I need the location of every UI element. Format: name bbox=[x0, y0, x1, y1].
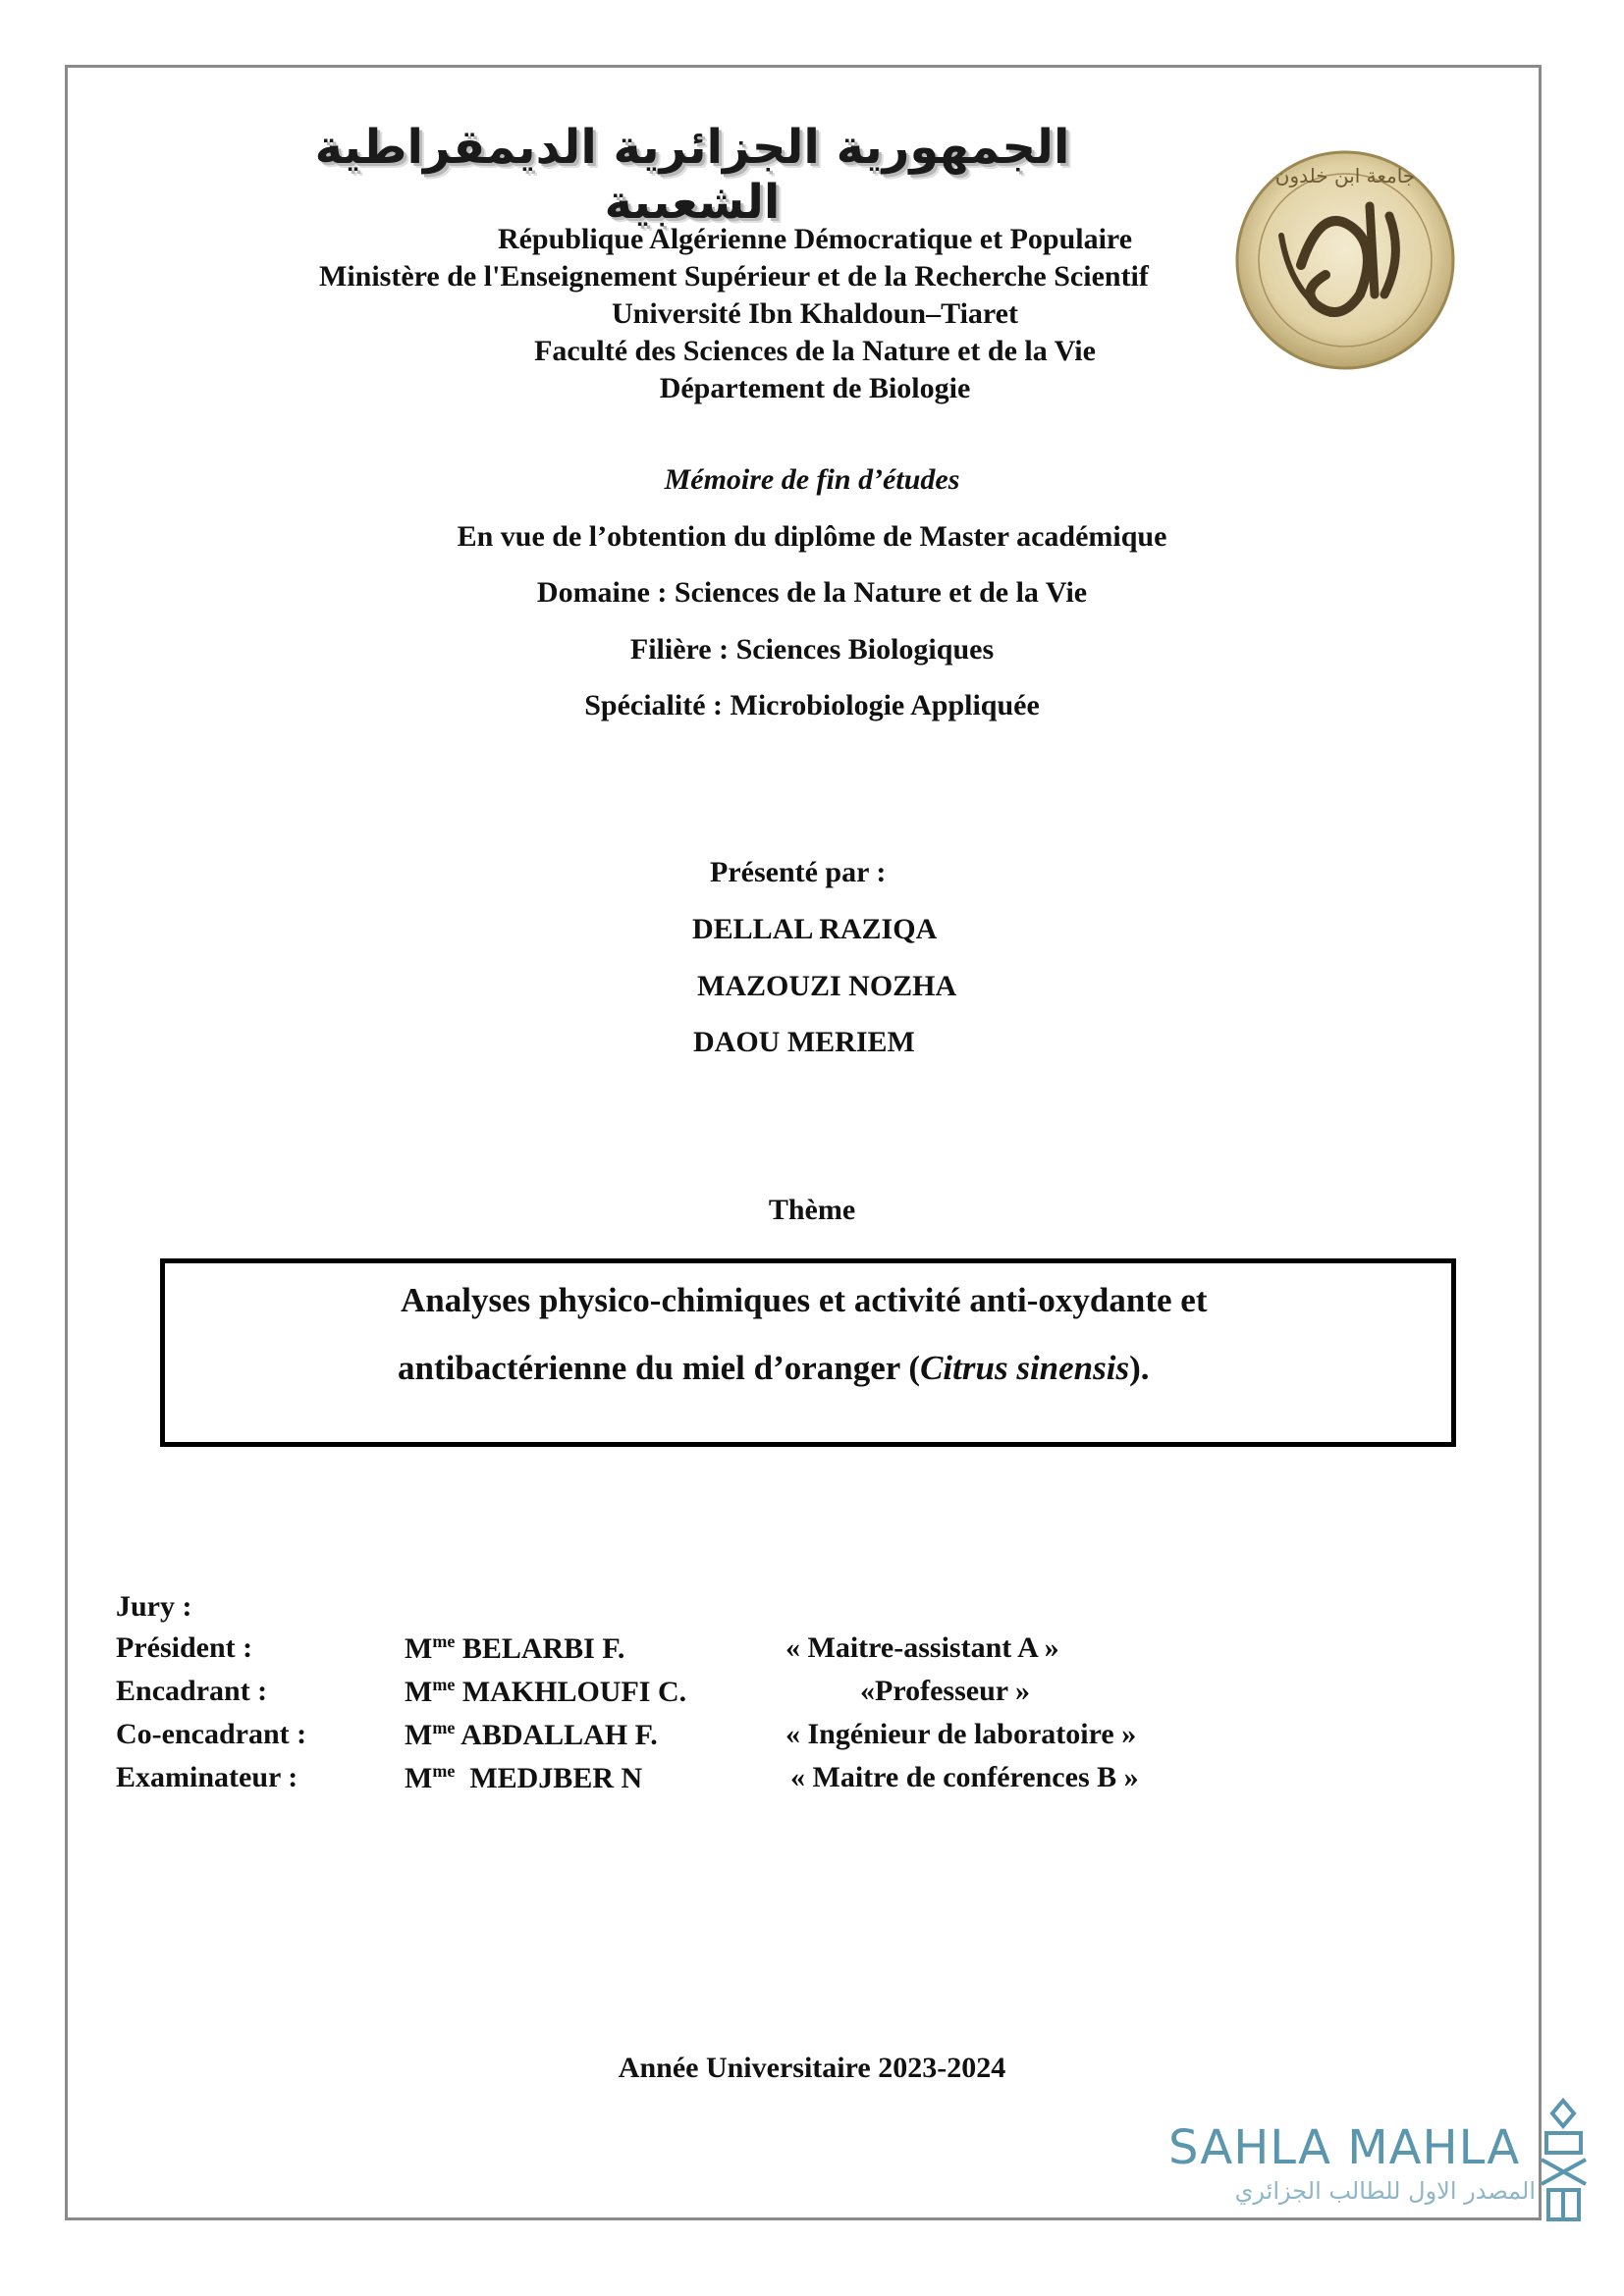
header-line-department: Département de Biologie bbox=[659, 372, 971, 404]
jury-name-sup: me bbox=[432, 1631, 456, 1651]
theme-title-line-2 bbox=[398, 1349, 1150, 1388]
theme-title-end: ). bbox=[1129, 1349, 1150, 1387]
jury-name-prefix: M bbox=[405, 1719, 433, 1751]
watermark-subtitle: المصدر الاول للطالب الجزائري bbox=[1234, 2177, 1536, 2205]
memoire-filiere: Filière : Sciences Biologiques bbox=[629, 633, 995, 666]
jury-name-sup: me bbox=[432, 1761, 456, 1781]
watermark-emblem-icon bbox=[1537, 2096, 1591, 2228]
seal-arabic-text: جامعة ابن خلدون bbox=[1274, 164, 1416, 187]
jury-title: « Ingénieur de laboratoire » bbox=[785, 1718, 1137, 1750]
jury-name-sup: me bbox=[432, 1718, 456, 1737]
header-line-republic: République Algérienne Démocratique et Populaire bbox=[497, 223, 1133, 255]
jury-name bbox=[405, 1761, 642, 1795]
academic-year: Année Universitaire 2023-2024 bbox=[618, 2052, 1006, 2084]
jury-role: Examinateur : bbox=[116, 1761, 298, 1793]
theme-box bbox=[160, 1258, 1456, 1447]
jury-name-prefix: M bbox=[405, 1676, 433, 1708]
memoire-specialite: Spécialité : Microbiologie Appliquée bbox=[584, 689, 1040, 721]
arabic-republic-title: الجمهورية الجزائرية الديمقراطية الشعبية bbox=[314, 120, 1070, 230]
jury-title: « Maitre-assistant A » bbox=[785, 1631, 1059, 1664]
presenter-name: DAOU MERIEM bbox=[693, 1026, 915, 1058]
watermark-title: SAHLA MAHLA bbox=[1168, 2120, 1521, 2175]
jury-role: Président : bbox=[116, 1631, 253, 1664]
theme-title-line-1: Analyses physico-chimiques et activité anti-oxydante et bbox=[401, 1281, 1208, 1319]
theme-species-name: Citrus sinensis bbox=[920, 1349, 1130, 1387]
jury-name-text: ABDALLAH F. bbox=[455, 1719, 658, 1751]
jury-role: Co-encadrant : bbox=[116, 1718, 307, 1750]
memoire-domaine: Domaine : Sciences de la Nature et de la Vie bbox=[536, 576, 1088, 609]
jury-name-text: MAKHLOUFI C. bbox=[455, 1676, 687, 1708]
memoire-obtention: En vue de l’obtention du diplôme de Master académique bbox=[457, 520, 1167, 553]
header-line-faculty: Faculté des Sciences de la Nature et de la Vie bbox=[534, 335, 1096, 367]
jury-name-text: MEDJBER N bbox=[455, 1762, 643, 1794]
jury-name-sup: me bbox=[432, 1675, 456, 1694]
jury-name-prefix: M bbox=[405, 1632, 433, 1665]
header-line-university: Université Ibn Khaldoun–Tiaret bbox=[612, 297, 1018, 330]
jury-name bbox=[405, 1631, 624, 1666]
jury-label: Jury : bbox=[116, 1590, 192, 1623]
jury-title: « Maitre de conférences B » bbox=[790, 1761, 1139, 1793]
jury-title: «Professeur » bbox=[860, 1675, 1031, 1707]
jury-role: Encadrant : bbox=[116, 1675, 268, 1707]
presenter-name: DELLAL RAZIQA bbox=[692, 913, 938, 945]
header-line-ministry: Ministère de l'Enseignement Supérieur et de la Recherche Scientif bbox=[319, 260, 1149, 293]
presented-by-label: Présenté par : bbox=[710, 856, 887, 888]
jury-name bbox=[405, 1718, 658, 1752]
memoire-type: Mémoire de fin d’études bbox=[664, 463, 960, 496]
jury-name bbox=[405, 1675, 686, 1709]
theme-label: Thème bbox=[768, 1194, 856, 1226]
jury-name-text: BELARBI F. bbox=[455, 1632, 625, 1665]
jury-name-prefix: M bbox=[405, 1762, 433, 1794]
sahla-mahla-watermark bbox=[1168, 2120, 1591, 2228]
presenter-name: MAZOUZI NOZHA bbox=[697, 970, 957, 1002]
theme-title-text: antibactérienne du miel d’oranger ( bbox=[398, 1349, 921, 1387]
